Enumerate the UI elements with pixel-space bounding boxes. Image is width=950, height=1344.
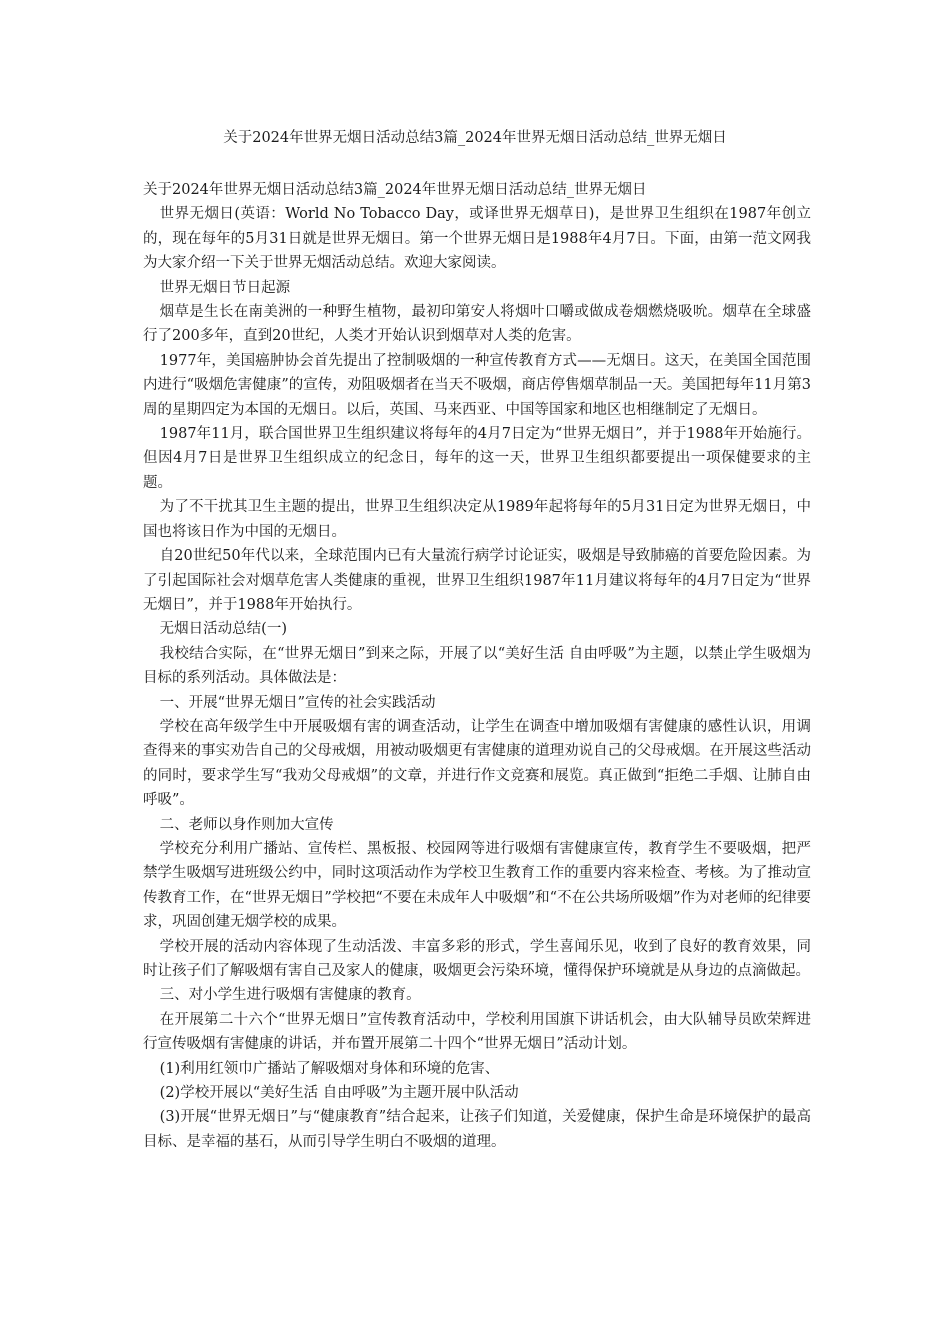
paragraph: 为了不干扰其卫生主题的提出，世界卫生组织决定从1989年起将每年的5月31日定为世界无烟日，中国也将该日作为中国的无烟日。 [143,499,811,540]
paragraph: 烟草是生长在南美洲的一种野生植物，最初印第安人将烟叶口嚼或做成卷烟燃烧吸吮。烟草在全球盛行了200多年，直到20世纪，人类才开始认识到烟草对人类的危害。 [143,304,811,345]
subheading-2: 二、老师以身作则加大宣传 [159,816,334,833]
paragraph: 学校在高年级学生中开展吸烟有害的调查活动，让学生在调查中增加吸烟有害健康的感性认识，用调查得来的事实劝告自己的父母戒烟，用被动吸烟更有害健康的道理劝说自己的父母戒烟。在开展这些活动的同时，要求学生写“我劝父母戒烟”的文章，并进行作文竞赛和展览。真正做到“拒绝二手烟、让肺自由呼吸”。 [143,718,811,809]
list-item: (3)开展“世界无烟日”与“健康教育”结合起来，让孩子们知道，关爱健康，保护生命是环境保护的最高目标、是幸福的基石，从而引导学生明白不吸烟的道理。 [143,1109,811,1150]
paragraph: 在开展第二十六个“世界无烟日”宣传教育活动中，学校利用国旗下讲话机会，由大队辅导员欧荣辉进行宣传吸烟有害健康的讲话，并布置开展第二十四个“世界无烟日”活动计划。 [143,1011,811,1053]
paragraph: 1987年11月，联合国世界卫生组织建议将每年的4月7日定为“世界无烟日”，并于1988年开始施行。但因4月7日是世界卫生组织成立的纪念日，每年的这一天，世界卫生组织都要提出一项保健要求的主题。 [143,426,811,491]
paragraph: 我校结合实际，在“世界无烟日”到来之际，开展了以“美好生活 自由呼吸”为主题，以禁止学生吸烟为目标的系列活动。具体做法是： [143,645,811,687]
paragraph: 1977年，美国癌肿协会首先提出了控制吸烟的一种宣传教育方式——无烟日。这天，在美国全国范围内进行“吸烟危害健康”的宣传，劝阻吸烟者在当天不吸烟，商店停售烟草制品一天。美国把每年11月第3周的星期四定为本国的无烟日。以后，英国、马来西亚、中国等国家和地区也相继制定了无烟日。 [143,352,811,418]
subheading-3: 三、对小学生进行吸烟有害健康的教育。 [159,987,421,1004]
paragraph: 学校充分利用广播站、宣传栏、黑板报、校园网等进行吸烟有害健康宣传，教育学生不要吸烟，把严禁学生吸烟写进班级公约中，同时这项活动作为学校卫生教育工作的重要内容来检查、考核。为了推动宣传教育工作，在“世界无烟日”学校把“不要在未成年人中吸烟”和“不在公共场所吸烟”作为对老师的纪律要求，巩固创建无烟学校的成果。 [143,840,811,931]
paragraph: 学校开展的活动内容体现了生动活泼、丰富多彩的形式，学生喜闻乐见，收到了良好的教育效果，同时让孩子们了解吸烟有害自己及家人的健康，吸烟更会污染环境，懂得保护环境就是从身边的点滴做起。 [143,938,811,979]
body-heading-line: 关于2024年世界无烟日活动总结3篇_2024年世界无烟日活动总结_世界无烟日 [143,182,647,198]
paragraph: 自20世纪50年代以来，全球范围内已有大量流行病学讨论证实，吸烟是导致肺癌的首要危险因素。为了引起国际社会对烟草危害人类健康的重视，世界卫生组织1987年11月建议将每年的4月7日定为“世界无烟日”，并于1988年开始执行。 [143,548,811,613]
section-heading-origin: 世界无烟日节日起源 [159,279,291,296]
document-title: 关于2024年世界无烟日活动总结3篇_2024年世界无烟日活动总结_世界无烟日 [223,130,727,146]
list-item: (2)学校开展以“美好生活 自由呼吸”为主题开展中队活动 [159,1085,519,1102]
subheading-1: 一、开展“世界无烟日”宣传的社会实践活动 [159,694,436,711]
list-item: (1)利用红领巾广播站了解吸烟对身体和环境的危害、 [159,1060,500,1077]
paragraph-intro: 世界无烟日(英语：World No Tobacco Day，或译世界无烟草日)，是世界卫生组织在1987年创立的，现在每年的5月31日就是世界无烟日。第一个世界无烟日是1988年4月7日。下面，由第一范文网我为大家介绍一下关于世界无烟活动总结。欢迎大家阅读。 [143,206,811,272]
document-body [143,178,811,1154]
section-heading-summary-1: 无烟日活动总结(一) [159,621,287,638]
